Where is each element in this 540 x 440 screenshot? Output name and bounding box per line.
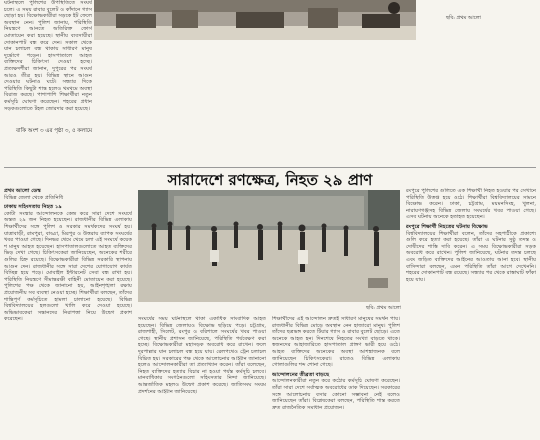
article-column-4	[406, 188, 536, 440]
top-left-column: ঘটনাস্থলে পুলিশের উপস্থিতিতে সংঘর্ষ চলে। এ সময় রাবার বুলেট ও কাঁদানে গ্যাস ছোড়া হয়। বিক্ষোভকারীরা সড়কে ইট ফেলে অবস্থান নেন। পুলিশ জানায়, পরিস্থিতি নিয়ন্ত্রণে আনতে অতিরিক্ত ফোর্স মোতায়েন করা হয়েছে। স্থানীয় ব্যবসায়ীরা দোকানপাট বন্ধ করে দেন। সকাল থেকে যান চলাচল বন্ধ থাকায় সাধারণ মানুষ দুর্ভোগে পড়েন। হাসপাতালে আহত ব্যক্তিদের চিকিৎসা দেওয়া হচ্ছে। প্রত্যক্ষদর্শীরা জানান, দুপুরের পর সংঘর্ষ আরও তীব্র হয়। বিভিন্ন স্থানে আগুন দেওয়ার ঘটনাও ঘটে। সন্ধ্যার দিকে পরিস্থিতি কিছুটা শান্ত হলেও থমথমে অবস্থা বিরাজ করছে। পাশাপাশি শিক্ষার্থীরা নতুন কর্মসূচি ঘোষণা করেছেন। শহরের প্রধান সড়কগুলোতে টহল জোরদার করা হয়েছে।	[4, 0, 92, 112]
section-divider	[4, 167, 536, 168]
top-center-filler	[94, 44, 416, 122]
column-3b-text: আন্দোলনকারীরা নতুন করে কঠোর কর্মসূচি ঘোষণা করেছেন। তাঁরা সারা দেশে সর্বাত্মক অবরোধের ডাক দিয়েছেন। সরকারের সঙ্গে আলোচনায় বসার কোনো সম্ভাবনা নেই বলেও জানিয়েছেন তাঁরা। বিশ্লেষকেরা বলছেন, পরিস্থিতি শান্ত করতে দ্রুত রাজনৈতিক সমাধান প্রয়োজন।	[272, 378, 400, 411]
continuation-note: বাকি অংশ ৩ এর পৃষ্ঠা ৩, ৫ কলামে	[16, 128, 93, 134]
dateline: বিভিন্ন জেলা থেকে প্রতিনিধি	[4, 194, 64, 201]
photo-caption	[138, 305, 400, 313]
top-protest-photo	[94, 0, 416, 40]
byline: প্রথম আলো ডেস্ক	[4, 188, 41, 194]
column-3-subhead: আন্দোলনের তীব্রতা বাড়ছে	[272, 371, 330, 378]
column-4-subhead: রংপুরে শিক্ষার্থী নিহতের ঘটনায় বিক্ষোভ	[406, 223, 488, 230]
main-protest-photo	[138, 190, 400, 302]
column-2-text: সংঘর্ষের সময় ঘটনাস্থলে থাকা একাধিক সাংবাদিক আহত হয়েছেন। বিভিন্ন জেলায়ও বিক্ষোভ ছড়িয়ে পড়ে। চট্টগ্রাম, রাজশাহী, সিলেট, রংপুর ও বরিশালে সংঘর্ষের খবর পাওয়া গেছে। স্থানীয় প্রশাসন জানিয়েছে, পরিস্থিতি পর্যবেক্ষণ করা হচ্ছে। বিক্ষোভকারীরা মহাসড়ক অবরোধ করে রাখেন। ফলে দূরপাল্লার যান চলাচল বন্ধ হয়ে যায়। রেলপথেও ট্রেন চলাচল বিঘ্নিত হয়। সরকারের পক্ষ থেকে আলোচনার আহ্বান জানানো হলেও আন্দোলনকারীরা তা প্রত্যাখ্যান করেন। তাঁরা বলেছেন, নিহত ব্যক্তিদের হত্যার বিচার না হওয়া পর্যন্ত কর্মসূচি চলবে। মানবাধিকার সংগঠনগুলো সহিংসতার নিন্দা জানিয়েছে। আন্তর্জাতিক মহলও উদ্বেগ প্রকাশ করেছে। জাতিসংঘ সংযম প্রদর্শনের আহ্বান জানিয়েছে।	[138, 316, 266, 395]
article-column-2	[138, 316, 266, 440]
column-4-text: রংপুরে পুলিশের গুলিতে এক শিক্ষার্থী নিহত হওয়ার পর সেখানে পরিস্থিতি উত্তপ্ত হয়ে ওঠে। শিক্ষার্থীরা বিশ্ববিদ্যালয়ের সামনে বিক্ষোভ করেন। ঢাকা, চট্টগ্রাম, ময়মনসিংহ, খুলনা, নারায়ণগঞ্জসহ বিভিন্ন জেলায় সংঘর্ষের খবর পাওয়া গেছে। এসব ঘটনায় অনেকে হতাহত হয়েছেন।	[406, 188, 536, 221]
top-photo-credit: ছবি: প্রথম আলো	[446, 15, 481, 21]
column-4b-text: বিশ্ববিদ্যালয়ের শিক্ষার্থীরা বলেন, তাঁদের সহপাঠীকে প্রকাশ্যে গুলি করে হত্যা করা হয়েছে। তাঁরা এ ঘটনার সুষ্ঠু তদন্ত ও দোষীদের শাস্তি দাবি করেন। এ সময় বিক্ষোভকারীরা সড়ক অবরোধ করে রাখেন। পুলিশ জানিয়েছে, ঘটনার তদন্ত চলছে এবং জড়িত ব্যক্তিদের আইনের আওতায় আনা হবে। স্থানীয় বাসিন্দারা বলছেন, এমন পরিস্থিতি তাঁরা আগে দেখেননি। শহরের দোকানপাট বন্ধ রয়েছে। সন্ধ্যার পর থেকে রাস্তাঘাট ফাঁকা হয়ে যায়।	[406, 230, 536, 283]
main-headline: সারাদেশে রণক্ষেত্র, নিহত ২৯ প্রাণ	[167, 171, 373, 189]
article-column-1	[4, 188, 132, 440]
column-1-text: কোটা সংস্কার আন্দোলনকে কেন্দ্র করে সারা দেশে সংঘর্ষে অন্তত ২৯ জন নিহত হয়েছেন। রাজধানীর বিভিন্ন এলাকায় শিক্ষার্থীদের সঙ্গে পুলিশ ও সরকার সমর্থকদের সংঘর্ষ হয়। যাত্রাবাড়ী, রামপুরা, বাড্ডা, মিরপুর ও উত্তরায় ব্যাপক সংঘর্ষের খবর পাওয়া গেছে। দিনভর থেমে থেমে চলা এই সংঘর্ষে কয়েক শ মানুষ আহত হয়েছেন। হাসপাতালগুলোতে আহত ব্যক্তিদের ভিড় দেখা গেছে। চিকিৎসকেরা জানিয়েছেন, অনেকের শরীরে গুলির চিহ্ন রয়েছে। বিক্ষোভকারীরা বিভিন্ন সরকারি স্থাপনায় আগুন দেন। রাজধানীর সঙ্গে সারা দেশের যোগাযোগ কার্যত বিচ্ছিন্ন হয়ে পড়ে। মোবাইল ইন্টারনেট সেবা বন্ধ রাখা হয়। পরিস্থিতি নিয়ন্ত্রণে সীমান্তরক্ষী বাহিনী মোতায়েন করা হয়েছে। পুলিশের পক্ষ থেকে জানানো হয়, আইনশৃঙ্খলা রক্ষায় প্রয়োজনীয় সব ব্যবস্থা নেওয়া হচ্ছে। শিক্ষার্থীরা বলছেন, তাঁদের শান্তিপূর্ণ কর্মসূচিতে হামলা চালানো হয়েছে। বিভিন্ন বিশ্ববিদ্যালয়ের হলগুলো খালি করে দেওয়া হয়েছে। অভিভাবকেরা সন্তানদের নিরাপত্তা নিয়ে উদ্বেগ প্রকাশ করেছেন।	[4, 210, 132, 323]
main-photo-credit: ছবি: প্রথম আলো	[366, 305, 401, 311]
lead-subhead: ঢাকায় সহিংসতায় নিহত ১৯	[4, 204, 62, 211]
column-3-text: শিক্ষার্থীদের এই আন্দোলন দ্রুতই সাধারণ মানুষের সমর্থন পায়। রাজধানীর বিভিন্ন মোড়ে অবস্থান নেন হাজারো মানুষ। পুলিশ তাঁদের ছত্রভঙ্গ করতে টিয়ার গ্যাস ও রাবার বুলেট ছোড়ে। এতে অনেকে আহত হন। দিনশেষে নিহতের সংখ্যা বাড়তে থাকে। স্বজনদের আহাজারিতে হাসপাতাল প্রাঙ্গণ ভারী হয়ে ওঠে। আহত ব্যক্তিদের অনেকের অবস্থা আশঙ্কাজনক বলে জানিয়েছেন চিকিৎসকেরা। রাতেও বিভিন্ন এলাকায় গোলাগুলির শব্দ শোনা গেছে।	[272, 316, 400, 369]
article-column-3	[272, 316, 400, 440]
top-right-column	[420, 0, 536, 60]
